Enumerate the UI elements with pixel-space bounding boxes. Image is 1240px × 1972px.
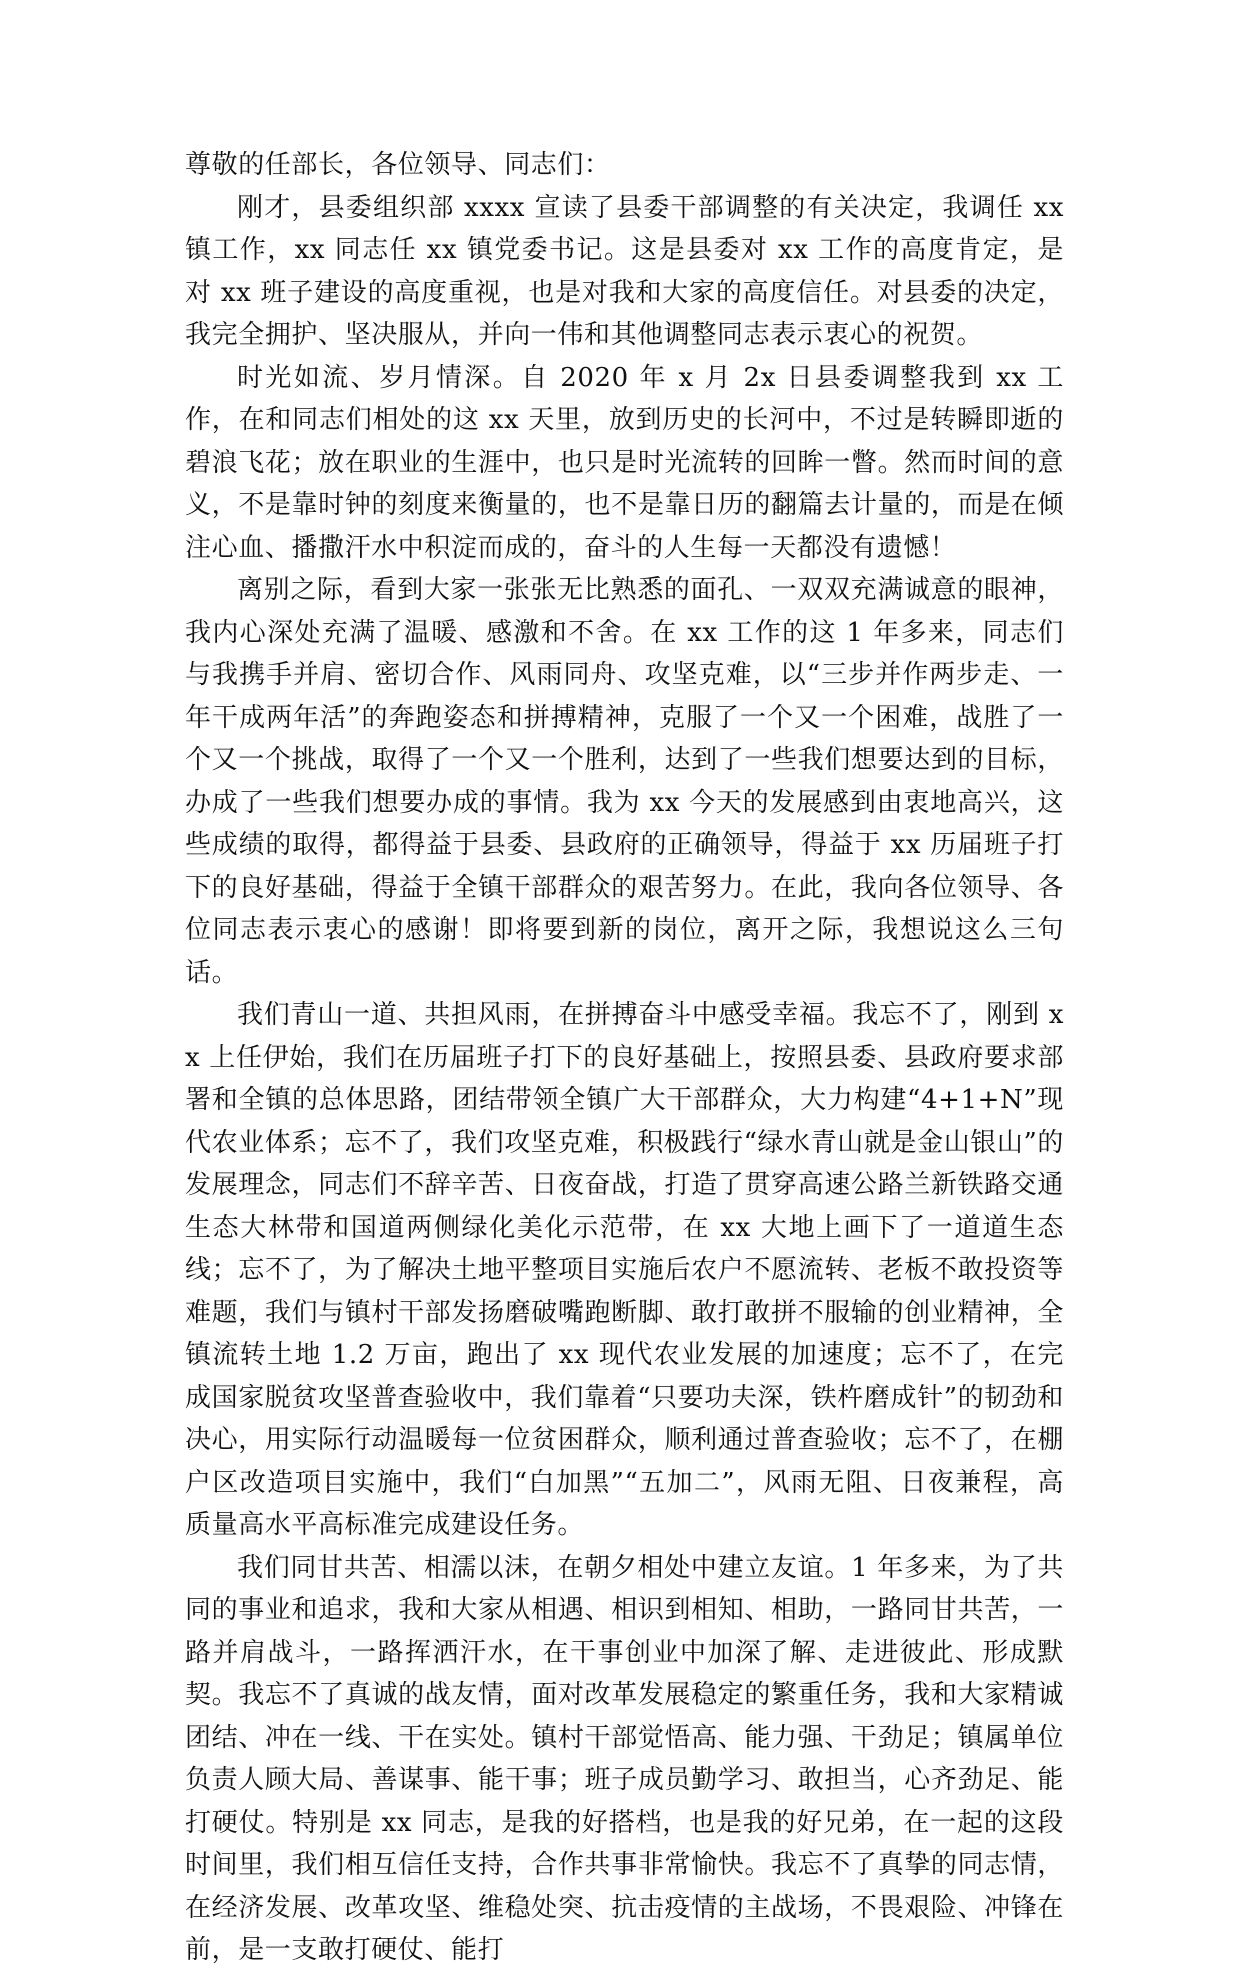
paragraph-farewell: 离别之际，看到大家一张张无比熟悉的面孔、一双双充满诚意的眼神，我内心深处充满了温暖、感激和不舍。在 xx 工作的这 1 年多来，同志们与我携手并肩、密切合作、风雨同舟、攻坚克难，以“三步并作两步走、一年干成两年活”的奔跑姿态和拼搏精神，克服了一个又一个困难，战胜了一个又一个挑战，取得了一个又一个胜利，达到了一些我们想要达到的目标，办成了一些我们想要办成的事情。我为 xx 今天的发展感到由衷地高兴，这些成绩的取得，都得益于县委、县政府的正确领导，得益于 xx 历届班子打下的良好基础，得益于全镇干部群众的艰苦努力。在此，我向各位领导、各位同志表示衷心的感谢！即将要到新的岗位，离开之际，我想说这么三句话。 xyxy=(185,575,1064,988)
speech-body xyxy=(185,144,1064,1972)
paragraph-opening: 刚才，县委组织部 xxxx 宣读了县委干部调整的有关决定，我调任 xx 镇工作，xx 同志任 xx 镇党委书记。这是县委对 xx 工作的高度肯定，是对 xx 班子建设的高度重视，也是对我和大家的高度信任。对县委的决定，我完全拥护、坚决服从，并向一伟和其他调整同志表示衷心的祝贺。 xyxy=(185,192,1064,350)
paragraph-friendship: 我们同甘共苦、相濡以沫，在朝夕相处中建立友谊。1 年多来，为了共同的事业和追求，我和大家从相遇、相识到相知、相助，一路同甘共苦，一路并肩战斗，一路挥洒汗水，在干事创业中加深了解、走进彼此、形成默契。我忘不了真诚的战友情，面对改革发展稳定的繁重任务，我和大家精诚团结、冲在一线、干在实处。镇村干部觉悟高、能力强、干劲足；镇属单位负责人顾大局、善谋事、能干事；班子成员勤学习、敢担当，心齐劲足、能打硬仗。特别是 xx 同志，是我的好搭档，也是我的好兄弟，在一起的这段时间里，我们相互信任支持，合作共事非常愉快。我忘不了真挚的同志情，在经济发展、改革攻坚、维稳处突、抗击疫情的主战场，不畏艰险、冲锋在前，是一支敢打硬仗、能打 xyxy=(185,1552,1064,1965)
paragraph-time: 时光如流、岁月情深。自 2020 年 x 月 2x 日县委调整我到 xx 工作，在和同志们相处的这 xx 天里，放到历史的长河中，不过是转瞬即逝的碧浪飞花；放在职业的生涯中，也只是时光流转的回眸一瞥。然而时间的意义，不是靠时钟的刻度来衡量的，也不是靠日历的翻篇去计量的，而是在倾注心血、播撒汗水中积淀而成的，奋斗的人生每一天都没有遗憾！ xyxy=(185,362,1064,563)
salutation: 尊敬的任部长，各位领导、同志们： xyxy=(185,150,611,180)
paragraph-hardship: 我们青山一道、共担风雨，在拼搏奋斗中感受幸福。我忘不了，刚到 xx 上任伊始，我们在历届班子打下的良好基础上，按照县委、县政府要求部署和全镇的总体思路，团结带领全镇广大干部群众，大力构建“4+1+N”现代农业体系；忘不了，我们攻坚克难，积极践行“绿水青山就是金山银山”的发展理念，同志们不辞辛苦、日夜奋战，打造了贯穿高速公路兰新铁路交通生态大林带和国道两侧绿化美化示范带，在 xx 大地上画下了一道道生态线；忘不了，为了解决土地平整项目实施后农户不愿流转、老板不敢投资等难题，我们与镇村干部发扬磨破嘴跑断脚、敢打敢拼不服输的创业精神，全镇流转土地 1.2 万亩，跑出了 xx 现代农业发展的加速度；忘不了，在完成国家脱贫攻坚普查验收中，我们靠着“只要功夫深，铁杵磨成针”的韧劲和决心，用实际行动温暖每一位贫困群众，顺利通过普查验收；忘不了，在棚户区改造项目实施中，我们“白加黑”“五加二”，风雨无阻、日夜兼程，高质量高水平高标准完成建设任务。 xyxy=(185,1000,1064,1540)
